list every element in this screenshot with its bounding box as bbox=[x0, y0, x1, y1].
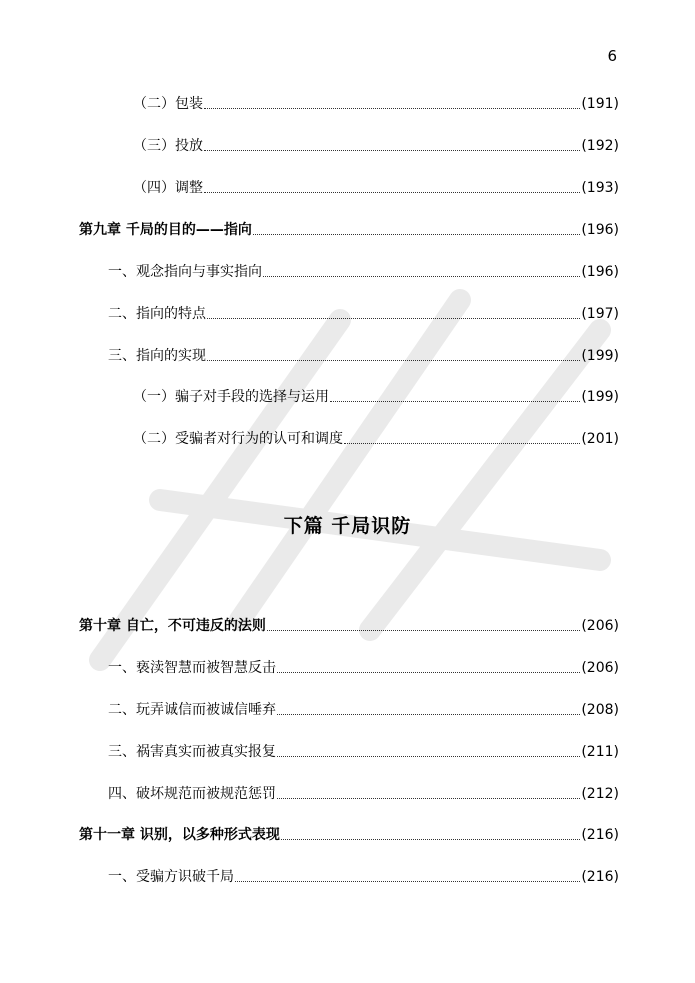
toc-entry-page: (191) bbox=[581, 96, 619, 112]
toc-entry-label: 一、观念指向与事实指向 bbox=[108, 264, 262, 280]
toc-entry[interactable] bbox=[108, 655, 619, 677]
toc-entry[interactable] bbox=[108, 301, 619, 323]
toc-entry-page: (211) bbox=[581, 744, 619, 760]
dot-leader bbox=[281, 839, 580, 840]
dot-leader bbox=[204, 192, 580, 193]
toc-entry[interactable] bbox=[133, 426, 619, 448]
part-title: 下篇 千局识防 bbox=[283, 515, 412, 537]
dot-leader bbox=[207, 360, 580, 361]
toc-chapter-label: 第十章 自亡，不可违反的法则 bbox=[79, 618, 266, 634]
dot-leader bbox=[267, 630, 580, 631]
toc-entry-page: (196) bbox=[581, 264, 619, 280]
toc-entry-page: (199) bbox=[581, 389, 619, 405]
toc-entry-page: (192) bbox=[581, 138, 619, 154]
toc-entry[interactable] bbox=[108, 739, 619, 761]
dot-leader bbox=[204, 108, 580, 109]
toc-entry-page: (199) bbox=[581, 348, 619, 364]
toc-entry-label: （三）投放 bbox=[133, 138, 203, 154]
toc-chapter-entry[interactable] bbox=[79, 822, 619, 844]
toc-entry-label: 二、玩弄诚信而被诚信唾弃 bbox=[108, 702, 276, 718]
toc-entry[interactable] bbox=[133, 133, 619, 155]
toc-entry[interactable] bbox=[108, 781, 619, 803]
toc-entry-page: (212) bbox=[581, 786, 619, 802]
dot-leader bbox=[277, 756, 580, 757]
toc-chapter-label: 第九章 千局的目的——指向 bbox=[79, 222, 252, 238]
dot-leader bbox=[207, 318, 580, 319]
toc-entry-label: 三、指向的实现 bbox=[108, 348, 206, 364]
toc-chapter-entry[interactable] bbox=[79, 217, 619, 239]
page-number: 6 bbox=[607, 47, 617, 65]
toc-entry[interactable] bbox=[108, 259, 619, 281]
toc-entry-label: 四、破坏规范而被规范惩罚 bbox=[108, 786, 276, 802]
toc-entry-label: 三、祸害真实而被真实报复 bbox=[108, 744, 276, 760]
toc-entry-page: (216) bbox=[581, 827, 619, 843]
toc-entry-page: (216) bbox=[581, 869, 619, 885]
toc-entry-label: （二）包装 bbox=[133, 96, 203, 112]
toc-entry[interactable] bbox=[108, 343, 619, 365]
dot-leader bbox=[344, 443, 580, 444]
toc-entry[interactable] bbox=[133, 384, 619, 406]
dot-leader bbox=[263, 276, 580, 277]
toc-entry-page: (208) bbox=[581, 702, 619, 718]
toc-chapter-label: 第十一章 识别，以多种形式表现 bbox=[79, 827, 280, 843]
toc-entry[interactable] bbox=[133, 91, 619, 113]
toc-entry-label: （四）调整 bbox=[133, 180, 203, 196]
dot-leader bbox=[253, 234, 580, 235]
toc-entry-page: (193) bbox=[581, 180, 619, 196]
toc-entry-label: 一、受骗方识破千局 bbox=[108, 869, 234, 885]
toc-entry-label: （二）受骗者对行为的认可和调度 bbox=[133, 431, 343, 447]
toc-entry-label: 二、指向的特点 bbox=[108, 306, 206, 322]
toc-entry-label: 一、亵渎智慧而被智慧反击 bbox=[108, 660, 276, 676]
dot-leader bbox=[277, 798, 580, 799]
toc-chapter-entry[interactable] bbox=[79, 613, 619, 635]
toc-entry-page: (206) bbox=[581, 660, 619, 676]
toc-entry-page: (201) bbox=[581, 431, 619, 447]
toc-entry-page: (197) bbox=[581, 306, 619, 322]
toc-entry[interactable] bbox=[108, 864, 619, 886]
dot-leader bbox=[277, 714, 580, 715]
toc-entry-page: (206) bbox=[581, 618, 619, 634]
toc-entry-page: (196) bbox=[581, 222, 619, 238]
dot-leader bbox=[330, 401, 580, 402]
toc-entry-label: （一）骗子对手段的选择与运用 bbox=[133, 389, 329, 405]
toc-entry[interactable] bbox=[133, 175, 619, 197]
dot-leader bbox=[235, 881, 580, 882]
dot-leader bbox=[204, 150, 580, 151]
toc-entry[interactable] bbox=[108, 697, 619, 719]
dot-leader bbox=[277, 672, 580, 673]
